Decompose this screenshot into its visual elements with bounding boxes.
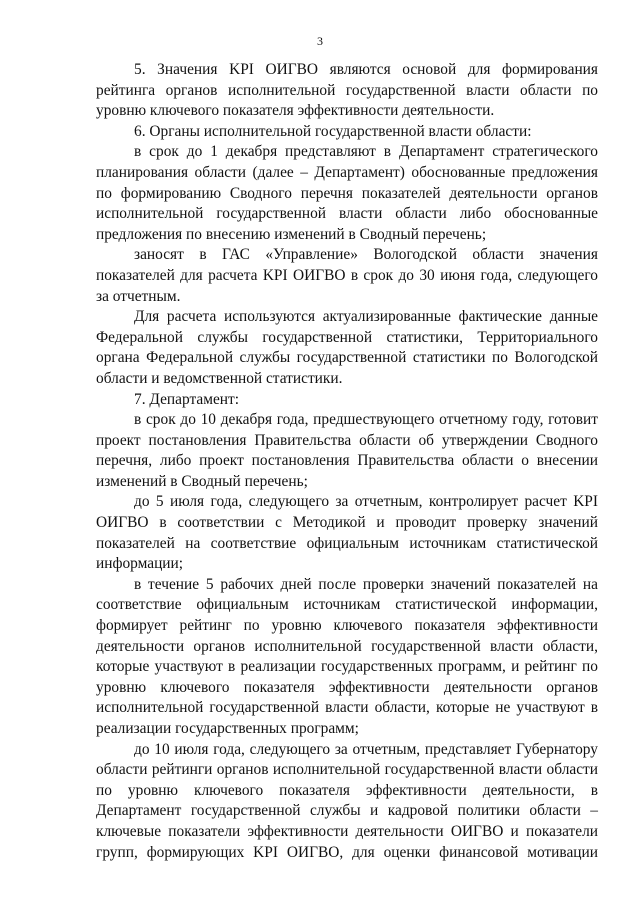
paragraph-item-7-ratings: в течение 5 рабочих дней после проверки значений показателей на соответствие официальным источникам статистической информации, формирует рейтинг по уровню ключевого показателя эффективности деятельности органов исполнительной государственной власти области, которые участвуют в реализации государственных программ, и рейтинг по уровню ключевого показателя эффективности деятельности органов исполнительной государственной власти области, которые не участвуют в реализации государственных программ; xyxy=(96,575,598,737)
paragraph-item-6-december-proposals: в срок до 1 декабря представляют в Департамент стратегического планирования области (далее – Департамент) обоснованные предложения по формированию Сводного перечня показателей деятельности органов исполнительной государственной власти области либо обоснованные предложения по внесению изменений в Сводный перечень; xyxy=(96,143,598,243)
paragraph-item-6-heading: 6. Органы исполнительной государственной власти области: xyxy=(134,122,532,140)
document-body xyxy=(96,60,598,861)
paragraph-item-7-draft-resolution: в срок до 10 декабря года, предшествующего отчетному году, готовит проект постановления Правительства области об утверждении Сводного перечня, либо проект постановления Правительства области о внесении изменений в Сводный перечень; xyxy=(96,411,598,490)
paragraph-item-5: 5. Значения KPI ОИГВО являются основой для формирования рейтинга органов исполнительной государственной власти области по уровню ключевого показателя эффективности деятельности. xyxy=(96,61,598,120)
paragraph-item-6-gas-entry: заносят в ГАС «Управление» Вологодской области значения показателей для расчета KPI ОИГВО в срок до 30 июня года, следующего за отчетным. xyxy=(96,246,598,305)
page-number: 3 xyxy=(317,34,323,48)
paragraph-statistics-sources: Для расчета используются актуализированные фактические данные Федеральной службы государственной статистики, Территориального органа Федеральной службы государственной статистики по Вологодской области и ведомственной статистики. xyxy=(96,308,598,387)
paragraph-item-7-kpi-control: до 5 июля года, следующего за отчетным, контролирует расчет KPI ОИГВО в соответствии с Методикой и проводит проверку значений показателей на соответствие официальным источникам статистической информации; xyxy=(96,493,598,573)
paragraph-item-7-governor-report: до 10 июля года, следующего за отчетным, представляет Губернатору области рейтинги органов исполнительной государственной власти области по уровню ключевого показателя эффективности деятельности, в Департамент государственной службы и кадровой политики области – ключевые показатели эффективности деятельности ОИГВО и показатели групп, формирующих KPI ОИГВО, для оценки финансовой мотивации xyxy=(96,740,598,861)
paragraph-item-7-heading: 7. Департамент: xyxy=(134,390,240,408)
